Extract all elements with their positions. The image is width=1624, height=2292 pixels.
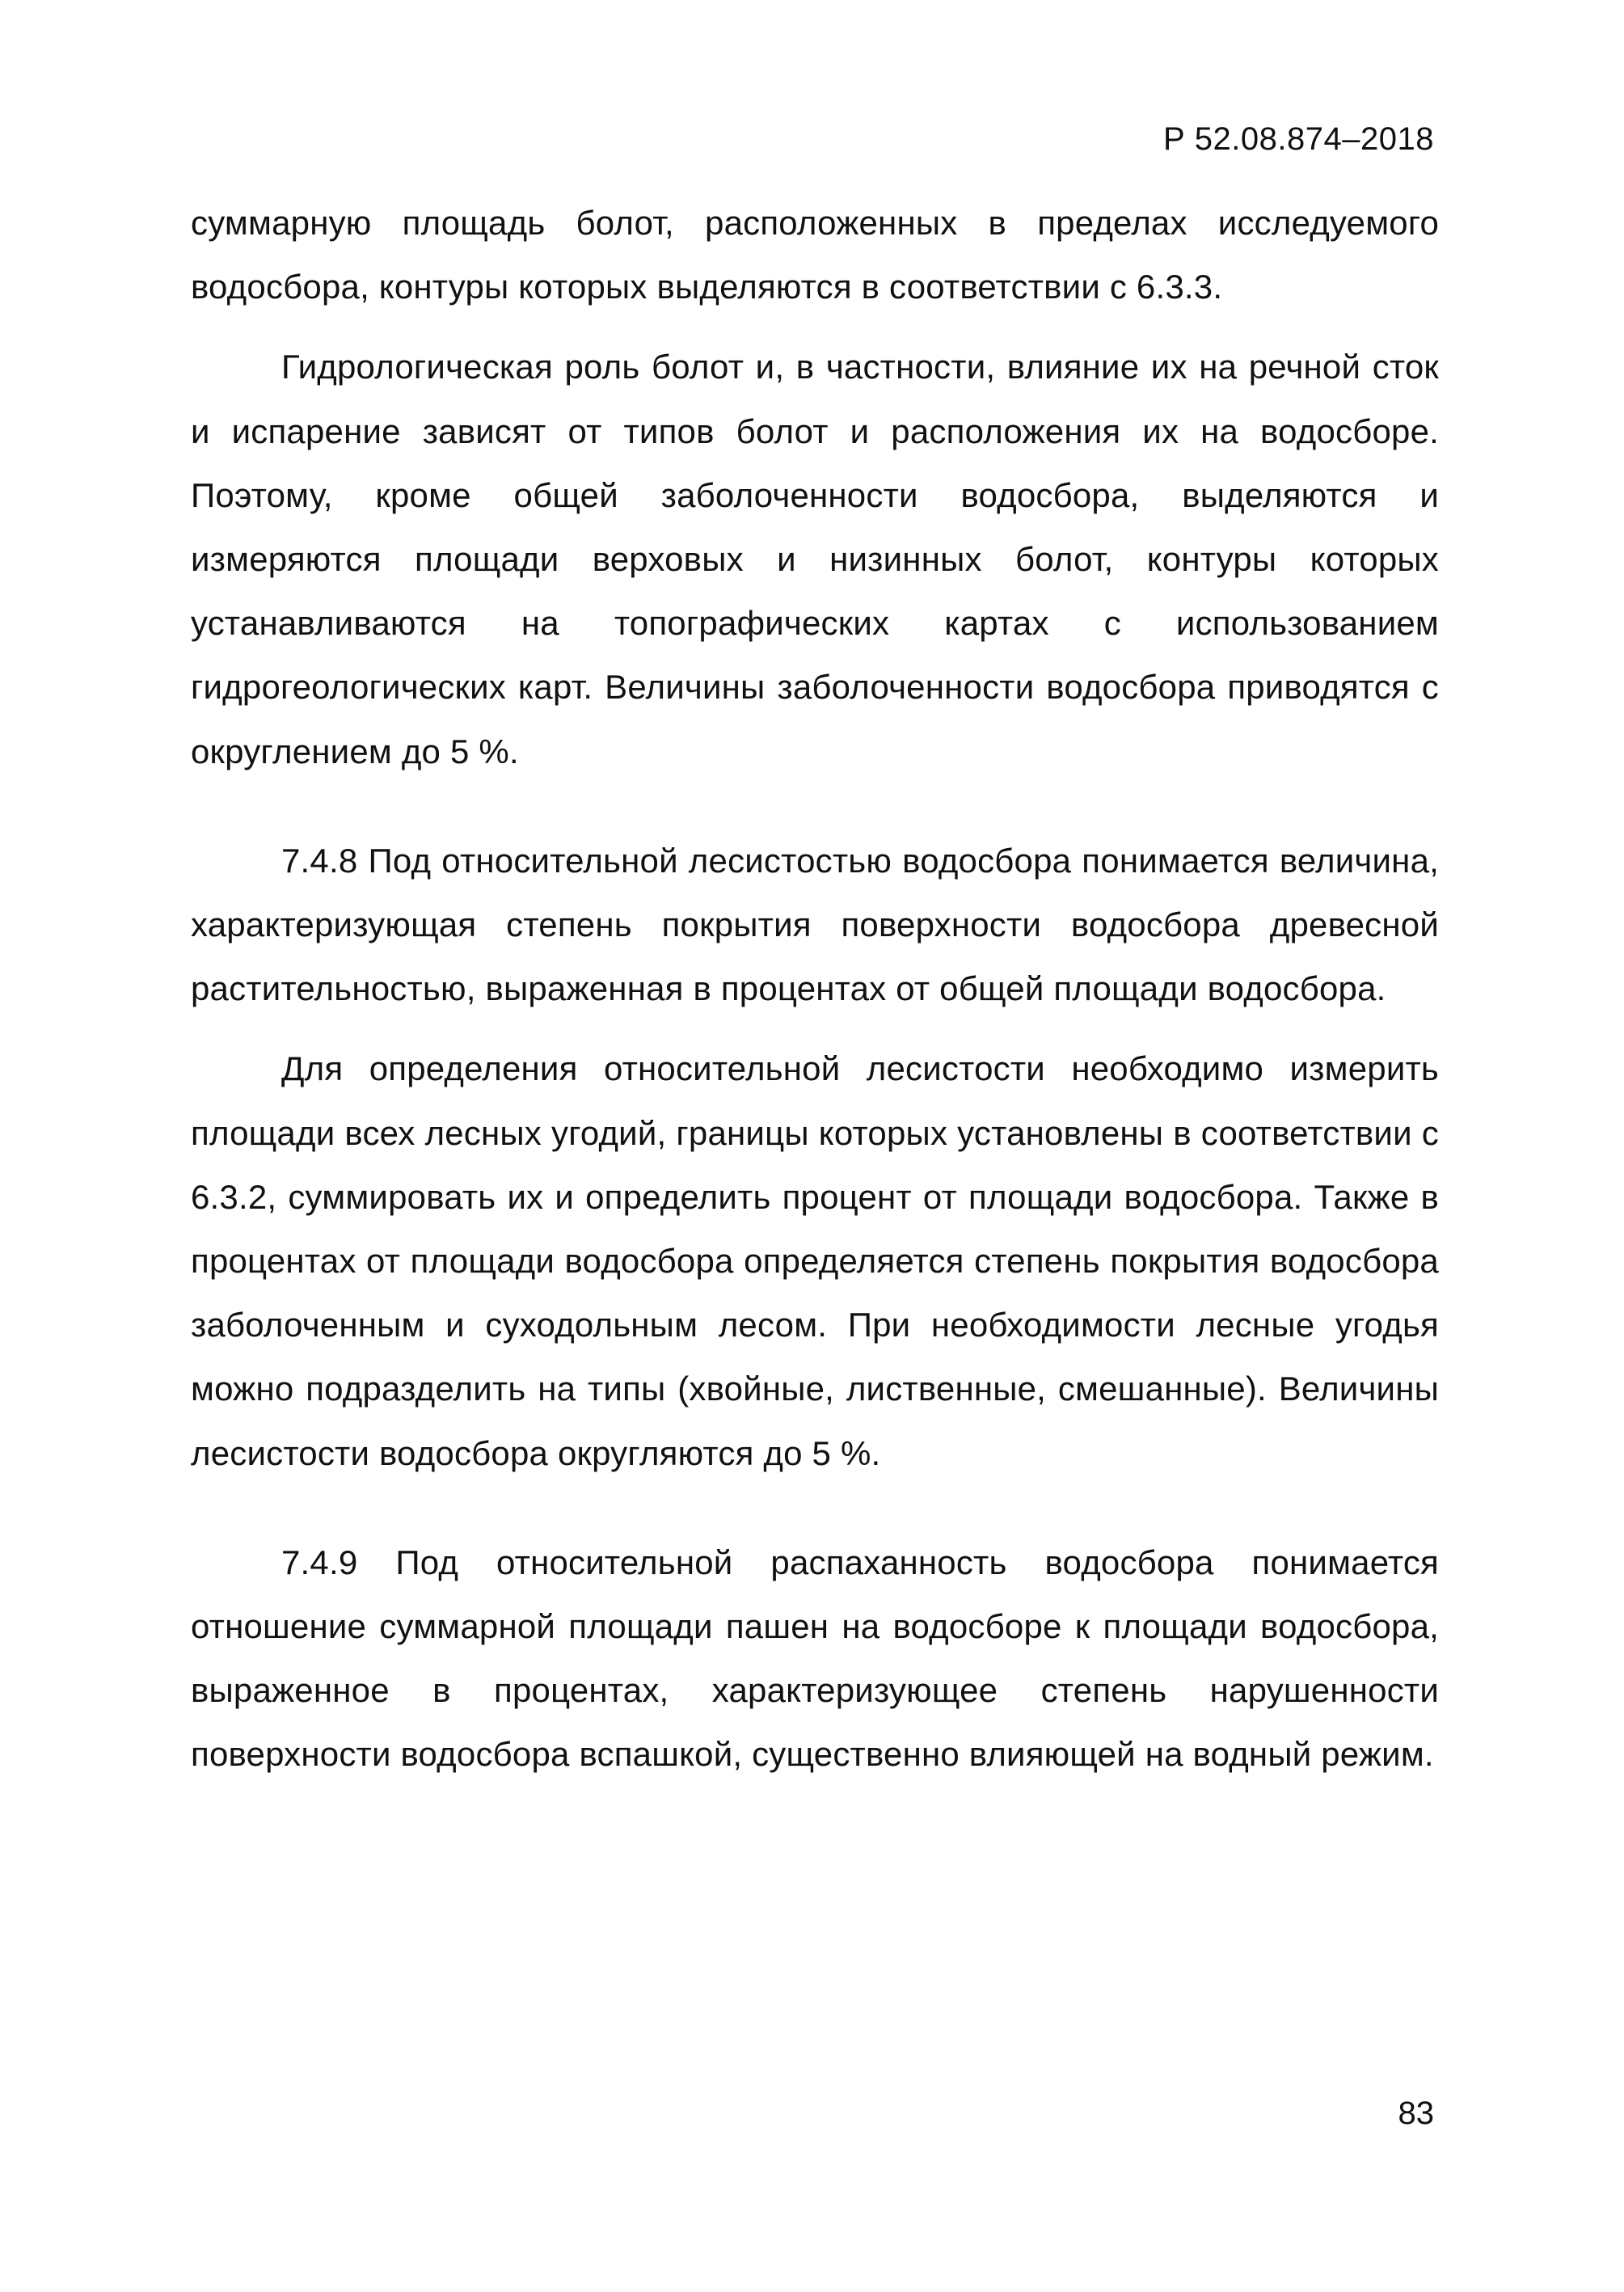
page-number: 83 [1398, 2096, 1434, 2131]
paragraph-forest-cover-method: Для определения относительной лесистости необходимо измерить площади всех лесных угодий, границы которых установлены в соответствии с 6.3.2, суммировать их и определить процент от площади водосбора. Также в процентах от площади водосбора определяется степень покрытия водосбора заболоченным и суходольным лесом. При необходимости лесные угодья можно подразделить на типы (хвойные, лиственные, смешанные). Величины лесистости водосбора округляются до 5 %. [191, 1049, 1439, 1472]
paragraph-continuation: суммарную площадь болот, расположенных в пределах исследуемого водосбора, контуры которых выделяются в соответствии с 6.3.3. [191, 204, 1439, 306]
paragraph-7-4-9: 7.4.9 Под относительной распаханность водосбора понимается отношение суммарной площади пашен на водосборе к площади водосбора, выраженное в процентах, характеризующее степень нарушенности поверхности водосбора вспашкой, существенно влияющей на водный режим. [191, 1543, 1439, 1774]
paragraph-7-4-8: 7.4.8 Под относительной лесистостью водосбора понимается величина, характеризующая степень покрытия поверхности водосбора древесной растительностью, выраженная в процентах от общей площади водосбора. [191, 841, 1439, 1008]
document-body [191, 191, 1439, 1787]
paragraph-hydrological-role: Гидрологическая роль болот и, в частности, влияние их на речной сток и испарение зависят от типов болот и расположения их на водосборе. Поэтому, кроме общей заболоченности водосбора, выделяются и измеряются площади верховых и низинных болот, контуры которых устанавливаются на топографических картах с использованием гидрогеологических карт. Величины заболоченности водосбора приводятся с округлением до 5 %. [191, 348, 1439, 770]
document-code: Р 52.08.874–2018 [1163, 121, 1434, 157]
